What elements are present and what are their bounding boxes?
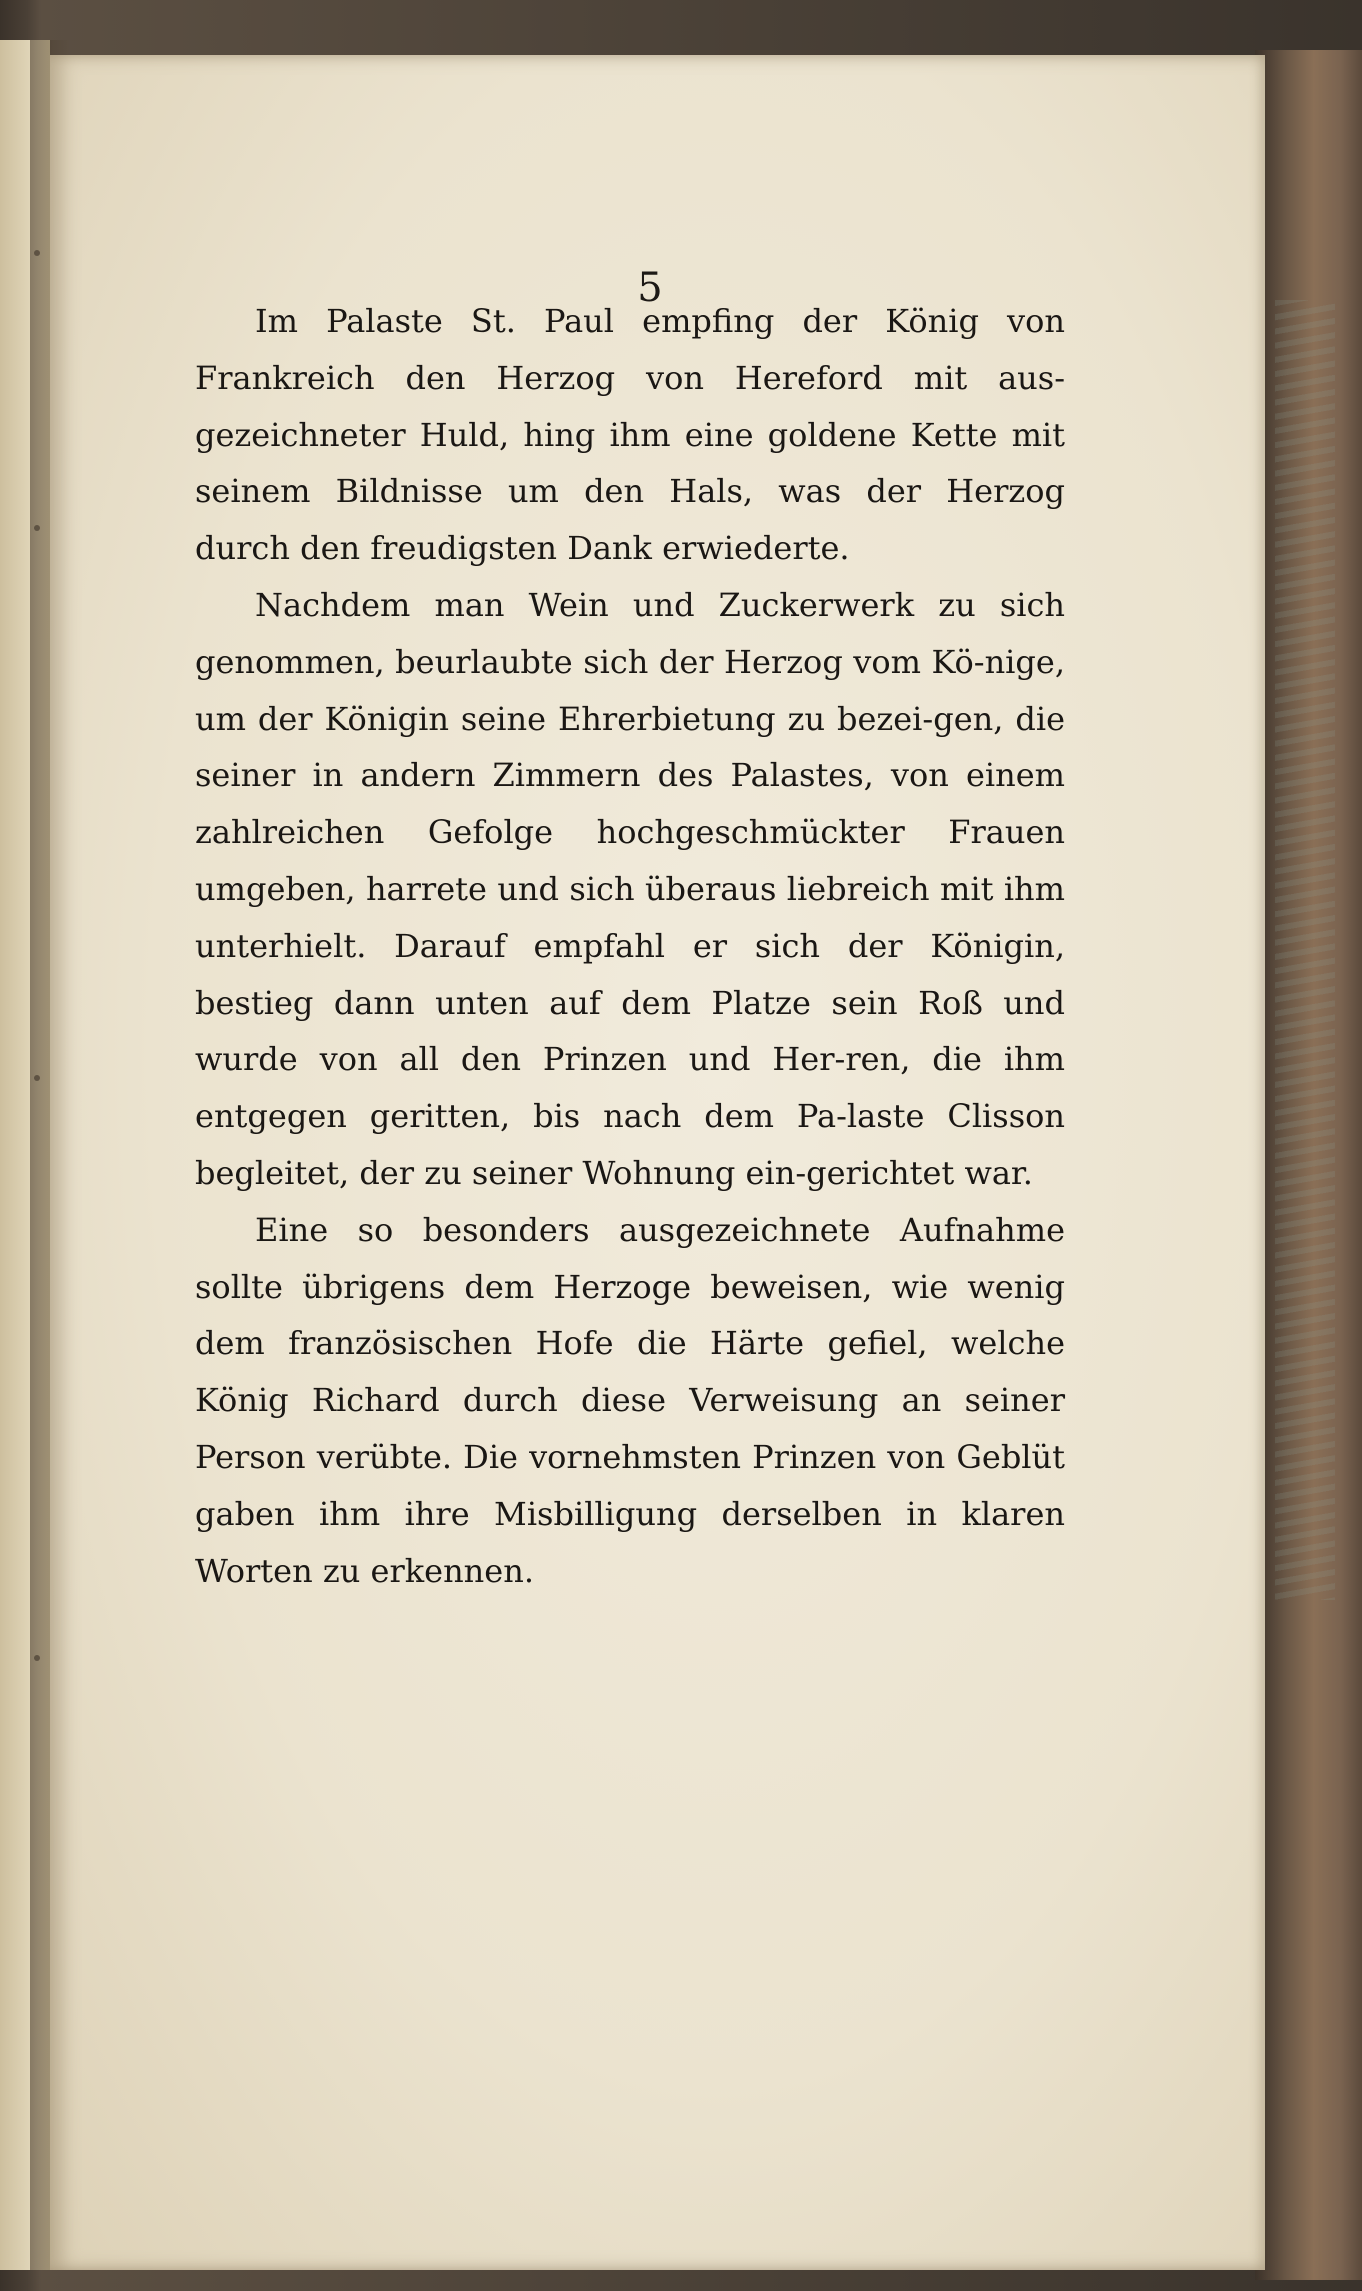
cover-texture xyxy=(1275,300,1335,1600)
binding-thread-mark xyxy=(34,525,40,531)
body-text xyxy=(195,293,1065,1599)
page-number: 5 xyxy=(637,265,663,311)
paragraph-2: Nachdem man Wein und Zuckerwerk zu sich genommen, beurlaubte sich der Herzog vom Kö-nige, um der Königin seine Ehrerbietung zu bezei-gen, die seiner in andern Zimmern des Palastes, von einem zahlreichen Gefolge hochgeschmückter Frauen umgeben, harrete und sich überaus liebreich mit ihm unterhielt. Darauf empfahl er sich der Königin, bestieg dann unten auf dem Platze sein Roß und wurde von all den Prinzen und Her-ren, die ihm entgegen geritten, bis nach dem Pa-laste Clisson begleitet, der zu seiner Wohnung ein-gerichtet war. xyxy=(195,585,1065,1192)
binding-thread-mark xyxy=(34,1655,40,1661)
binding-thread-mark xyxy=(34,1075,40,1081)
paragraph-1: Im Palaste St. Paul empfing der König von Frankreich den Herzog von Hereford mit aus-gezeichneter Huld, hing ihm eine goldene Kette mit seinem Bildnisse um den Hals, was der Herzog durch den freudigsten Dank erwiederte. xyxy=(195,302,1065,568)
binding-thread-mark xyxy=(34,250,40,256)
paragraph-3: Eine so besonders ausgezeichnete Aufnahme sollte übrigens dem Herzoge beweisen, wie wenig dem französischen Hofe die Härte gefiel, welche König Richard durch diese Verweisung an seiner Person verübte. Die vornehmsten Prinzen von Geblüt gaben ihm ihre Misbilligung derselben in klaren Worten zu erkennen. xyxy=(195,1210,1065,1590)
book-page xyxy=(50,55,1265,2270)
